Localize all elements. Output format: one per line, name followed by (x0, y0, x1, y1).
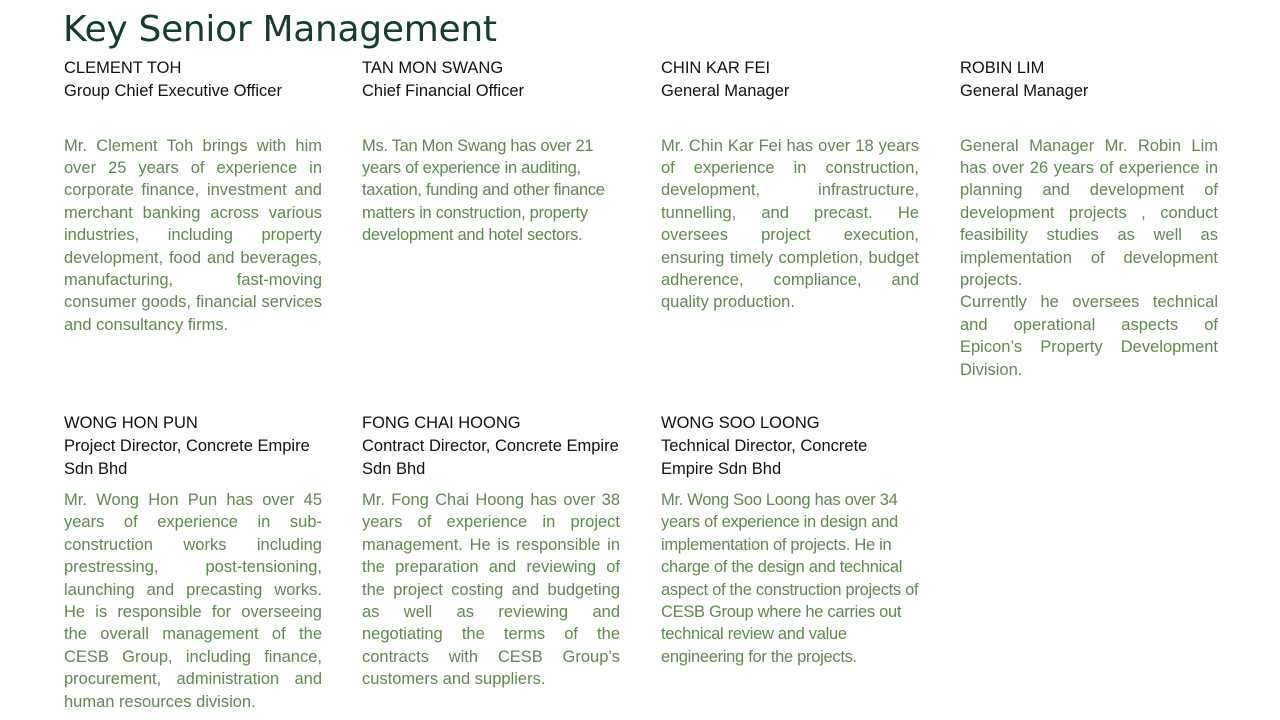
person-bio: Mr. Wong Hon Pun has over 45 years of experience in sub-construction works including prestressing, post-tensioning, launching and precasting works. He is responsible for overseeing the overall management of the CESB Group, including finance, procurement, administration and human resources division. (64, 491, 322, 711)
person-role: General Manager (661, 82, 790, 100)
profile-card-wong-soo-loong (661, 412, 919, 668)
person-name: CLEMENT TOH (64, 59, 182, 77)
person-role: Group Chief Executive Officer (64, 82, 282, 100)
person-role: Project Director, Concrete Empire Sdn Bhd (64, 437, 310, 478)
profile-card-fong-chai-hoong (362, 412, 620, 691)
person-name: FONG CHAI HOONG (362, 414, 521, 432)
person-name: WONG SOO LOONG (661, 414, 820, 432)
person-name: CHIN KAR FEI (661, 59, 771, 77)
profile-card-robin-lim (960, 57, 1218, 381)
person-bio: Mr. Clement Toh brings with him over 25 years of experience in corporate finance, investment and merchant banking across various industries, including property development, food and beverages, manufacturing, fast-moving consumer goods, financial services and consultancy firms. (64, 136, 322, 334)
person-bio: Ms. Tan Mon Swang has over 21 years of experience in auditing, taxation, funding and other finance matters in construction, property development and hotel sectors. (362, 136, 605, 245)
person-bio: General Manager Mr. Robin Lim has over 26 years of experience in planning and development of development projects , conduct feasibility studies as well as implementation of development projects. Currently he oversees technical and operational aspects of Epicon’s Property Development Division. (960, 136, 1218, 379)
person-name: ROBIN LIM (960, 59, 1045, 77)
person-role: General Manager (960, 82, 1089, 100)
profile-card-chin-kar-fei (661, 57, 919, 314)
person-name: TAN MON SWANG (362, 59, 504, 77)
person-bio: Mr. Wong Soo Loong has over 34 years of experience in design and implementation of projects. He in charge of the design and technical aspect of the construction projects of CESB Group where he carries out technical review and value engineering for the projects. (661, 491, 919, 666)
person-role: Contract Director, Concrete Empire Sdn Bhd (362, 437, 619, 478)
person-role: Technical Director, Concrete Empire Sdn Bhd (661, 437, 868, 478)
profile-card-clement-toh (64, 57, 322, 336)
person-role: Chief Financial Officer (362, 82, 525, 100)
person-name: WONG HON PUN (64, 414, 198, 432)
person-bio: Mr. Fong Chai Hoong has over 38 years of experience in project management. He is responsible in the preparation and reviewing of the project costing and budgeting as well as reviewing and negotiating the terms of the contracts with CESB Group’s customers and suppliers. (362, 491, 620, 689)
page-title: Key Senior Management (63, 9, 497, 50)
profile-card-wong-hon-pun (64, 412, 322, 713)
person-bio: Mr. Chin Kar Fei has over 18 years of experience in construction, development, infrastructure, tunnelling, and precast. He oversees project execution, ensuring timely completion, budget adherence, compliance, and quality production. (661, 136, 919, 312)
profile-card-tan-mon-swang (362, 57, 620, 247)
